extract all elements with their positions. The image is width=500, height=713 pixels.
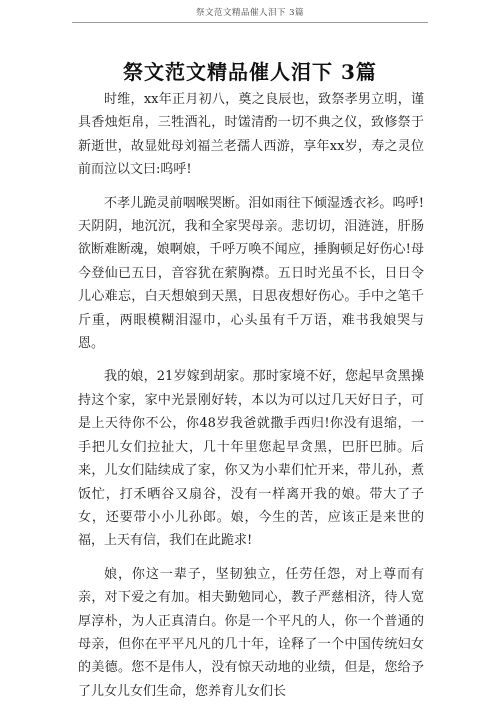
paragraph: 时维，xx年正月初八，奠之良辰也，致祭孝男立明，谨具香烛炬帛，三牲酒礼，时馐清酌一切不典之仪，致修祭于新逝世，故显妣母刘福兰老孺人西游，享年xx岁，寿之灵位前而泣以文曰:呜呼! <box>78 92 424 178</box>
paragraph: 娘，你这一辈子，坚韧独立，任劳任怨，对上尊而有亲，对下爱之有加。相夫勤勉同心，教子严慈相济，待人宽厚淳朴，为人正真清白。你是一个平凡的人，你一个普通的母亲，但你在平平凡凡的几十年，诠释了一个中国传统妇女的美德。您不是伟人，没有惊天动地的业绩，但是，您给予了儿女儿女们生命，您养育儿女们长 <box>78 566 424 699</box>
document-body <box>78 88 424 713</box>
header-divider <box>72 22 428 23</box>
running-header: 祭文范文精品催人泪下 3篇 <box>195 8 305 18</box>
document-title: 祭文范文精品催人泪下 3篇 <box>123 60 377 84</box>
paragraph: 我的娘，21岁嫁到胡家。那时家境不好，您起早贪黑操持这个家，家中光景刚好转，本以为可以过几天好日子，可是上天待你不公，你48岁我爸就撒手西归!你没有退缩，一手把儿女们拉扯大，几十年里您起早贪黑，巴肝巴肺。后来，儿女们陆续成了家，你又为小辈们忙开来，带儿孙，煮饭忙，打禾晒谷又扇谷，没有一样离开我的娘。带大了子女，还要带小小儿孙郎。娘，今生的苦，应该正是来世的福，上天有信，我们在此跪求! <box>78 369 424 549</box>
paragraph: 不孝儿跪灵前咽喉哭断。泪如雨往下倾湿透衣衫。呜呼!天阴阴，地沉沉，我和全家哭母亲。悲切切，泪涟涟，肝肠欲断难断魂，娘啊娘，千呼万唤不闻应，捶胸顿足好伤心!母今登仙已五日，音容犹在萦胸襟。五日时光虽不长，日日令儿心难忘，白天想娘到天黑，日思夜想好伤心。手中之笔千斤重，两眼模糊泪湿巾，心头虽有千万语，难书我娘哭与恩。 <box>78 195 424 352</box>
